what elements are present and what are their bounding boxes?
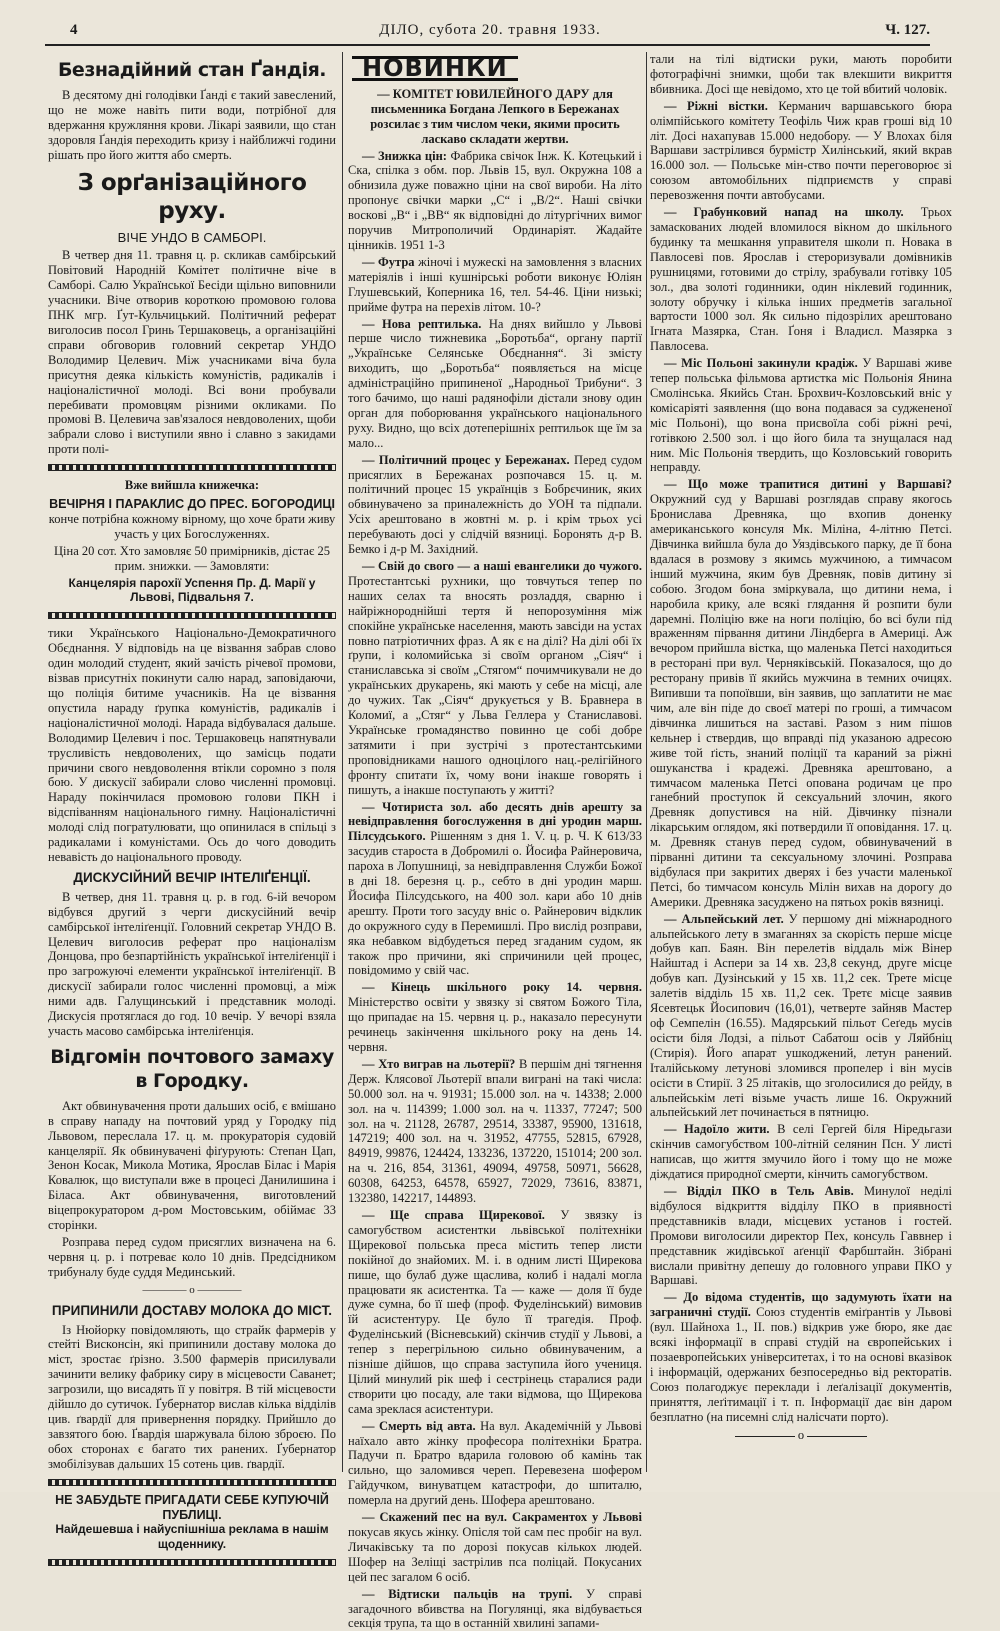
news-item-lead: — Політичний процес у Бережанах. [362,452,570,467]
ornament-rule [48,1559,336,1566]
news-item-text: У звязку із самогубством асистентки львівської політехніки Щирекової польська преса містить тепер листи покійної до знайомих. М. і. в одним листі Щирекова пише, що булаб дуже щаслива, колиб і надалі могла працювати як асистентка. Та — каже — доля її буде дуже сумна, бо її шеф (проф. Фуделінський) вимовив їй асистентуру. Це було її трагедія. Проф. Фуделінський (Вісневський) скінчив студії у Львові, а тепер з перегрільною сильно обвинуваченим, а пізніше дійшов, що справа заступила його учениця. Цілий минулий рік шеф і сестрінець старалися ради створити цю посаду, але таки відмова, що Щирекова сама зреклася асистентури. [348,1207,642,1416]
news-item [650,356,952,475]
news-item-text: Фабрика свічок Інж. К. Котецький і Ска, спілка з обм. пор. Львів 15, вул. Окружна 108 а обнизила дуже поважно ціни на свої вироби. На літо пропонує свічки марки „С“ і „В/2“. Наші свічки воскові „В“ і „ВВ“ як відповідні до літургічних вимог поручив Митрополичий Ординаріят. Жадайте цінників. 1951 1-3 [348,148,643,252]
page-number: 4 [70,22,78,38]
book-ad-lead: Вже вийшла книжечка: [124,478,260,493]
issue-number: Ч. 127. [885,22,930,38]
news-item-text: Протестантські рухники, що товчуться тепер по наших селах та вносять розладдя, сварню і найріжнороднійші тертя й непорозуміння між спокійне українське населення, мають завсіди на устах повно патріотичних фраз. А як є на ділі? На ділі обі їх ґрупи, і коломийська зі своїм органом „Сіяч“ і станиславська зі своїм „Стягом“ почимчикували не до українських друкарень, які мають у себе на місці, але до чужих. Так „Сіяч“ друкується у В. Бравнера в Коломиї, а „Стяг“ у Льва Геллера у Станиславові. Українське громадянство повинно це собі добре затямити і при зустрічі з протестантськими проповідниками нашого одноцілого нац.-релігійного фронту спитати їх, чому вони інакше говорять і пишуть, а інакше поступають у житті? [348,573,642,797]
news-items [650,99,952,1425]
news-item [650,1290,952,1424]
news-item-text: Союз студентів еміґрантів у Львові (вул. Шайноха 1., II. пов.) відкрив уже бюро, яке дає всякі інформації в справі студій на європейських і позаевропейських університетах, і то на основі вказівок і інформацій, одержаних безпосередньо від ректоратів. Союз полагоджує переклади і леґалізації документів, приняття, леґітимації і т. п. Інформації дає він даром безплатно (на писемні слід налісчати порто). [650,1305,953,1424]
debate-text: В четвер, дня 11. травня ц. р. в год. 6-ій вечором відбувся другий з черги дискусійний вечір самбірської інтеліґенції. Головний секретар УНДО В. Целевич виголосив реферат про націоналізм Донцова, про безпартійність української інтеліґенції і про загрожуючі елементи української інтеліґенції. В дискусії забирали голос численні промовці, а між ними адв. Галущинський і представник молоді. Дискусія протяглася до год. 10 вечір. У вечорі взяла участь масово самбірська інтеліґенція. [48,889,336,1038]
news-item-lead: — Альпейський лет. [664,911,784,926]
news-item-lead: — Міс Польоні закинули крадіж. [664,356,858,371]
news-item-text: В селі Гергей біля Ніредьгази скінчив самогубством 100-літній селянин Псн. У листі написав, що життя змучило його і тому що не може діждатися природної смерти, кінчить самогубством. [650,1122,953,1182]
news-item-text: В першім дні тягнення Держ. Клясової Льотерії впали виграні на такі числа: 50.000 зол. на ч. 91931; 15.000 зол. на ч. 14338; 2.000 зол. на ч. 114399; 1.000 зол. на ч. 11337, 77247; 500 зол. на ч. 21128, 26787, 29514, 33387, 95900, 131618, 147219; 400 зол. на ч. 31952, 47755, 52815, 67928, 84919, 99876, 124424, 133236, 137220, 151014; 200 зол. на ч. 216, 854, 31361, 49094, 49758, 50971, 56628, 60308, 64253, 64578, 65927, 72029, 73616, 83871, 132380, 142217, 144893. [348,1056,642,1206]
news-item-lead: — Відділ ПКО в Тель Авів. [664,1183,854,1198]
ornament-rule [48,612,336,619]
column-2 [348,52,643,1631]
masthead-date: ДІЛО, субота 20. травня 1933. [379,22,601,38]
book-ad-price: Ціна 20 сот. Хто замовляє 50 примірників, дістає 25 прим. знижки. — Замовляти: [54,543,330,573]
column-3 [650,52,952,1472]
news-item-text: покусав якусь жінку. Опісля той сам пес пробіг на вул. Личаківську та по дорозі покусав кількох людей. Шофер на Зеліщі застрілив пса поліцай. Покусаних цей пес загалом 6 осіб. [348,1525,642,1584]
news-item-text: На днях вийшло у Львові перше число тижневика „Боротьба“, органу партії „Українське Селянське Обєднання“. Зі змісту виходить, що „Боротьба“ появляється на місце адміністраційно припиненої „Народньої Трибуни“. З того бачимо, що наші радянофіли дістали знову один орган для поборювання українського національного руху. Видно, що всіх дотеперішніх рептильок ще їм за мало... [348,316,643,450]
news-item [650,1184,952,1288]
news-item-text: Минулої неділі відбулося відкриття відділу ПКО в приявності представників влади, місцевих установ і гостей. Промови виголосили директор Пех, консуль Гаввнер і представник жидівської аґенції Фарбштайн. Зібрані вислали привітну депешу до головного управи ПКО у Варшаві. [650,1183,952,1288]
news-items [348,149,642,1631]
book-ad-text: конче потрібна кожному вірному, що хоче брати живу участь у цих Богослуженнях. [48,511,336,541]
news-item-lead: — Скажений пес на вул. Сакраментох у Львові [362,1510,642,1525]
book-advertisement [48,478,336,605]
news-item [348,1510,642,1585]
news-item [348,317,642,451]
gandhi-text: В десятому дні голодівки Ґанді є такий завеслений, що не може навіть пити води, потрібної для вдержання кружляння крови. Лікарі заявили, що стан здоровля Ґандія переходить кризу і найближчі години рішать про його життя або смерть. [48,88,336,162]
advertising-notice [48,1493,336,1553]
ornament-rule [48,464,336,471]
ornament-rule [48,1479,336,1486]
small-separator: ———— o ———— [142,1283,242,1296]
news-item-text: жіночі і мужескі на замовлення з власних матеріялів і інші кушнірські роботи виконує Юліян Глушевський, Коперника 16, тел. 54-46. Ціни низькі; прийме футра на перехів літом. 10-? [348,254,643,314]
news-item [348,1587,642,1631]
news-item-lead: — Надоїло жити. [664,1122,770,1137]
news-item [348,1419,642,1508]
news-item-lead: — Кінець шкільного року 14. червня. [362,980,642,995]
column-1 [48,52,336,1552]
news-item-text: Рішенням з дня 1. V. ц. р. Ч. К 613/33 засудив староста в Добромилі о. Йосифа Райнеровича, пароха в Лопушниці, за невідправлення Служби Божої в дні 18. березня ц. р., себто в дні уродин марш. Йосифа Пілсудського, на 400 зол. кари або 10 днів арешту. Проти того засуду вніс о. Райнерович відклик до окружного суду в Перемишлі. Про вислід розправи, яка небавком відбудеться перед згаданим судом, як також про причини, які спричинили цей процес, повідомимо у свій час. [348,829,643,978]
news-item-text: У справі загадочного вбивства на Погулянці, яка відбувається секція трупа, та що в останній хвилині запами- [348,1586,643,1631]
gorodok-headline: Відгомін почтового замаху в Городку. [50,1045,334,1092]
book-ad-order: Канцелярія парохії Успення Пр. Д. Марії у Львові, Підвальня 7. [68,575,316,605]
news-item [348,800,642,979]
news-item-lead: — Хто виграв на льотерії? [362,1056,516,1071]
news-item [650,205,952,354]
news-item [348,255,642,315]
news-item-text: Перед судом присяглих в Бережанах розпочався 15. ц. м. політичний процес 15 українців з Бобрєчиник, яких обвинувачено за приналежність до УОН та підпали. Усіх арештовано в жовтні м. р. і крім трьох усі перебувають досі у слідчій вязниці. Боронять д-р В. Бемко і д-р М. Західний. [348,452,643,557]
column-divider [342,52,343,1472]
milk-text: Із Нюйорку повідомляють, що страйк фармерів у стейті Висконсін, які припинили доставу молока до міст, зростає ґрізно. 3.500 фармерів присилували зачинити велику фабрику сиру в місцевости Саванет; загрозили, що висадять її у повітря. В тій місцевости дійшло до сутичок. Ґубернатор вислав кілька відділів цив. ґвардії для привернення порядку. Прийшло до завзятого бою. Ґвардія шаржувала білою зброєю. По обох сторонах є багато тих ранених. Ґубернатор змобілізував дальших 15 сотень цив. ґвардії. [48,1322,336,1471]
debate-headline: ДИСКУСІЙНИЙ ВЕЧІР ІНТЕЛІҐЕНЦІЇ. [73,869,311,885]
gandhi-headline: Безнадійний стан Ґандія. [57,59,327,81]
news-item [650,912,952,1121]
news-item [348,559,642,798]
gorodok-text-2: Розправа перед судом присяглих визначена на 6. червня ц. р. і потреває коло 10 днів. Предсідником трибуналу буде суддя Мединський. [48,1235,336,1279]
header-rule [45,44,930,46]
end-mark: o [650,1428,952,1443]
news-item [348,980,642,1055]
news-item-lead: — Свій до свого — а наші евангелики до чужого. [362,559,642,573]
news-item-text: Трьох замаскованих людей вломилося вікном до шкільного будинку та мешкання управителя школи п. Новака в Павлосеві пов. Ярослав і стероризували домівників рушницями, готовими до стрілу, зрабували готівку 105 зол., два золоті годинники, один ніклевий годинник, золоту обручку і кілька інших предметів загальної вартости 1000 зол. Як сильно підозрілих арештовано Ігната Мазярка, Стан. Ґоня і Владисл. Мазярка з Павлосева. [650,205,952,354]
news-item-text: Керманич варшавського бюра олімпійського комітету Теофіль Чиж крав гроші від 10 літ. Досі нахапував 15.000 недобору. — У Влохах біля Варшави застрілився бурмістр Хилінський, який вкрав 16.000 зол. — Польське мін-ство почти переговорює зі союзом автомобільних підприємств у справі перевозження почти автобусами. [650,98,952,203]
ad-notice-headline: НЕ ЗАБУДЬТЕ ПРИГАДАТИ СЕБЕ КУПУЮЧІЙ ПУБЛИЦІ. [55,1492,329,1522]
movement-headline: З орґанізаційного руху. [77,169,307,224]
news-section-title: НОВИНКИ [352,56,518,81]
milk-headline: ПРИПИНИЛИ ДОСТАВУ МОЛОКА ДО МІСТ. [51,1302,333,1318]
committee-notice: — КОМІТЕТ ЮВИЛЕЙНОГО ДАРУ для письменника Богдана Лепкого в Бережанах розсилає з тим числом чеки, якими просить ласкаво складати жертви. [370,86,620,146]
news-item [348,149,642,253]
column-divider [646,52,647,1472]
movement-continued: тики Українського Національно-Демократичного Обєднання. У відповідь на це візвання забрав слово один молодий студент, який зачість річевої промови, візвав присутніх покинути салю нарад, заповідаючи, що поліція битиме учасників. На це візвання опустила нараду ґрупка комуністів, радикалів і націоналістичної молоді. Нарада відбувалася дальше. Володимир Целевич і пос. Тершаковець напятнували трусливість невдоволених, що замісць подати причини свого невдоволення втікли соромно з поля бою. У дискусії забирали слово численні промовці. Нараду покінчилася промовою голови ПКН і відспіванням національного гимну. Націоналістичні молоді слід погратулювати, що опинилася в спільці з радикалами і комуністами. Ось до чого доводить невавість до національного проводу. [48,626,336,864]
news-item [348,1208,642,1417]
movement-text: В четвер дня 11. травня ц. р. скликав самбірський Повітовий Народній Комітет політичне віче в Самборі. Салю Української Бесіди щільно виповнили учасники. Віче отворив короткою промовою голова ПНК мгр. Ґут-Кульчицький. Політичний реферат виголосив посол Гринь Тершаковець, а організаційні справи обговорив головний секретар УНДО Володимир Целевич. Між учасниками віча була присутня деяка кількість комуністів, радикалів і націоналістичної молоді. Всі вони пробували перебивати промовцям різними окликами. По промові В. Целевича зав'язалося невдоволених, щоби забрали слово і виступили явно і славно з закидами проти полі- [48,248,336,457]
news-item-text: Окружний суд у Варшаві розглядав справу якогось Бронислава Древняка, що вхопив доненку американського консуля Мк. Міліна, 4-літню Петсі. Дівчинка вийшла була до Уяздівського парку, де її бона вдалася в розмову з якимсь мужчиною, а тимчасом інший мужчина, яким був Древняк, повів дитину зі собою. Згодом бона зміркувала, що дитини нема, і наробила крику, але всякі глядання й розпити були даремні. Поліцію вже на ноги поліцію, бо всі були під враженням пірвання дитини Ліндберга в Америці. Аж вечором прийшла вістка, що маленька Петсі находиться в ресторані при вул. Черняківській. Показалося, що до ресторану привів її якийсь мужчина в темних очицях. Випивши та попоївши, він заявив, що заплатити не має чим, але він піде до своєї матері по гроші, а тимчасом дівчинка лишиться на заставі. Разом з ним пішов кельнер і ствердив, що вправді під указаною адресою живе той ґість, знаний поліції та караний за ріжні ошуканства і крадежі. Древняка арештовано, а тимчасом маленька Петсі опована родичам це про ганебний проступок й сексуальний злочин, якого Древняк допустився на ній. Дівчинку пізнали лікарським оглядом, які потвердили її оповідання. 17. ц. м. Древняк станув перед судом, обвинувачений в пірванні дитини та сексуальному злочині. Розправа відбулася при закритих дверях і без участи маленької Петсі, бо тимчасом консуль Мілін вихав на дорогу до Америки. Древняка засуджено на пятьох років вязниці. [650,492,952,909]
news-item-lead: — Футра [362,254,415,269]
news-item [650,1122,952,1182]
news-item [650,99,952,203]
news-item-lead: — Грабунковий напад на школу. [664,205,904,220]
news-item-text: У першому дні міжнародного альпейського лету в змаганнях за скорість перше місце добув кап. Баян. Він перелетів віддаль між Вінер Найштад і Аспери за 14 хв. 23,8 секунд, друге місце добув кап. Дузінський у 15 хв. 11,2 сек. Трете місце залетів відділь 15 хв. 11,2 сек. Третє місце заявив Ясевтецьк Йосипович (16,01), четверте зайняв Мастер оф Семпелін (16.55). Мадярський пільот Сеґедь мусів осісти біля Лодзі, а пільот Сабатош осів у Ляйбніц (Стирія). Його апарат ушкоджений, летун ранений. Італійському летунові зломився пропелер і він мусів осісти в Стирії. З 25 літаків, що зголосилися до рейду, в альпейськім леті візьме участь лише 16. Окружний альпейський лет починається в пятницю. [650,911,952,1120]
news-item [348,1057,642,1206]
running-header [50,22,930,44]
news-item [348,453,642,557]
news-item [650,477,952,909]
news-item-text: Міністерство освіти у звязку зі святом Божого Тіла, що припадає на 15. червня ц. р., наказало пересунути речинець закінчення шкільного року на день 14. червня. [348,995,642,1054]
news-item-lead: — Нова рептилька. [362,316,482,331]
gorodok-text: Акт обвинувачення проти дальших осіб, є вмішано в справу нападу на почтовий уряд у Городку під Львовом, переслала 17. ц. м. прокураторія судовій канцелярії. Як обвинувачені фіґурують: Степан Цап, Зенон Косак, Микола Мотика, Ярослав Білас і Марія Ковалюк, що виступали вже в процесі Данилишина і Біласа. Акт обвинувачення, виготовлений віцепрокуратором д-ром Мостовським, обіймає 33 сторінки. [48,1098,336,1233]
news-item-lead: — Ріжні вістки. [664,98,768,113]
news-item-lead: — Що може трапитися дитині у Варшаві? [664,477,952,492]
book-ad-title: ВЕЧІРНЯ І ПАРАКЛИС ДО ПРЕС. БОГОРОДИЦІ [49,497,335,512]
movement-subheadline: ВІЧЕ УНДО В САМБОРІ. [117,229,267,245]
news-item-lead: — Чотириста зол. або десять днів арешту за невідправлення богослуження в дні уродин марш. Пілсудського. [348,799,642,844]
news-item-lead: — Ще справа Щирекової. [362,1207,545,1222]
news-item-lead: — Смерть від авта. [362,1418,476,1433]
news-item-lead: — Знижка цін: [362,148,447,163]
column-3-intro: тали на тілі відтиски руки, мають поробити фотографічні знимки, щоби так влекшити викриття вбивника. Досі ще невідомо, хто це той вбитий чоловік. [650,52,952,96]
news-item-text: У Варшаві живе тепер польська фільмова артистка міс Польонія Янина Смолінська. Якийсь Стан. Брохвич-Козловський вніс у комісаріяті заявлення (що вона подавася за суджененої міс Польоні), що вона присвоїла собі ріжні речі, готівкою 2.500 зол. і що його била та знущалася над ним. Міс Польонія твердить, що Козловський говорить неправду. [650,356,952,475]
news-item-lead: — До відома студентів, що задумують їхати на заграничні студії. [650,1290,952,1320]
ad-notice-text: Найдешевша і найуспішніша реклама в нашім щоденнику. [55,1522,329,1552]
news-item-lead: — Відтиски пальців на трупі. [362,1586,573,1601]
news-item-text: На вул. Академічній у Львові наїхало авто жінку професора політехніки Братра. Падучи п. Братро вдарила головою об камінь так сильно, що заломився череп. Перевезена шофером Гайдучком, винуватцем катастрофи, до шпиталю, померла на другий день. Шофера арештовано. [348,1418,643,1508]
